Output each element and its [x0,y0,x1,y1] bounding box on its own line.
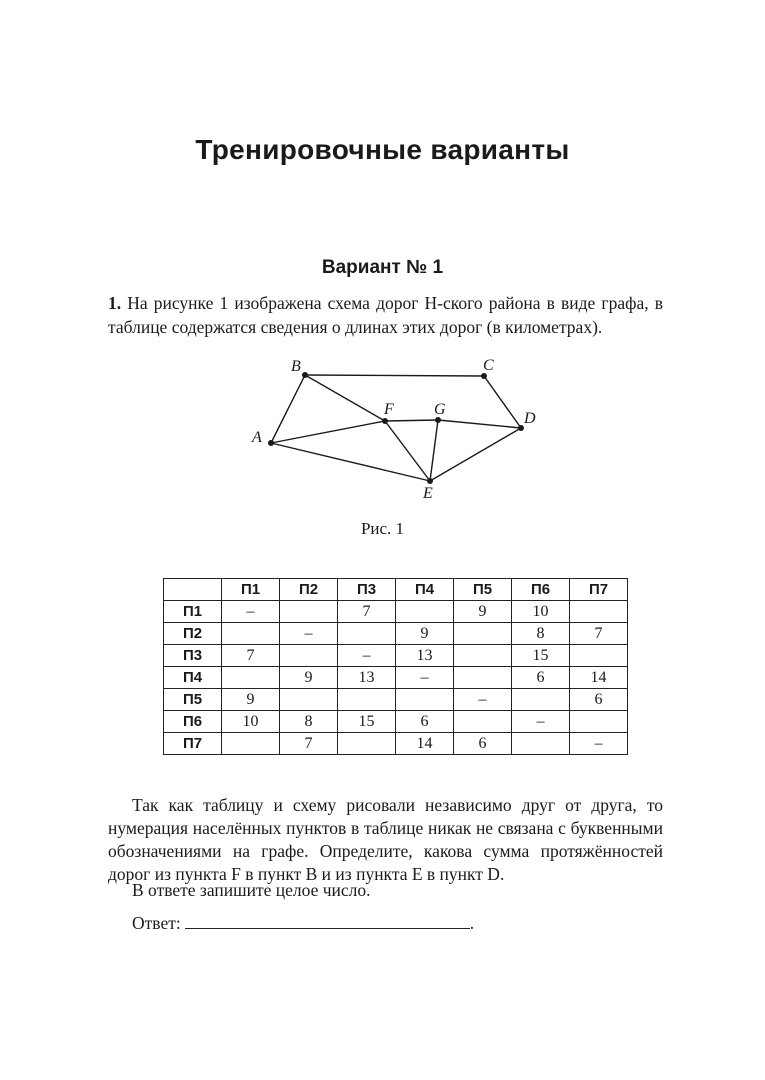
edge-b-c [305,375,484,376]
table-cell [454,667,512,689]
table-row [164,623,628,645]
task-number: 1. [108,293,122,313]
row-header: П7 [164,733,222,755]
table-cell [570,601,628,623]
table-cell: 7 [222,645,280,667]
page-title: Тренировочные варианты [195,134,570,165]
row-header: П2 [164,623,222,645]
table-cell: 7 [570,623,628,645]
table-cell: 15 [338,711,396,733]
variant-title: Вариант № 1 [321,257,444,278]
vertex-label-c: C [483,357,494,374]
row-header: П6 [164,711,222,733]
column-header: П3 [338,579,396,601]
table-cell [512,689,570,711]
table-cell [338,689,396,711]
table-cell: – [338,645,396,667]
table-cell [338,623,396,645]
answer-instruction: В ответе запишите целое число. [132,880,371,900]
table-cell: 7 [280,733,338,755]
edge-a-b [271,375,305,443]
table-row [164,689,628,711]
table-cell: 9 [280,667,338,689]
figure-caption: Рис. 1 [360,519,405,538]
vertex-label-a: A [252,429,262,446]
edge-g-e [430,420,438,481]
vertex-label-b: B [291,358,301,375]
vertex-label-f: F [384,401,394,418]
vertex-label-e: E [423,485,433,502]
table-cell: 6 [512,667,570,689]
table-cell: 7 [338,601,396,623]
vertex-f [382,418,388,424]
row-header: П3 [164,645,222,667]
row-header: П5 [164,689,222,711]
table-cell: 10 [512,601,570,623]
vertex-b [302,372,308,378]
table-cell: – [280,623,338,645]
table-cell [338,733,396,755]
table-cell: – [454,689,512,711]
table-cell: – [222,601,280,623]
road-graph [0,0,765,520]
table-cell [570,711,628,733]
vertex-e [427,478,433,484]
problem-paragraph: Так как таблицу и схему рисовали независимо друг от друга, то нумерация населённых пунктов в таблице никак не связана с буквенными обозначениями на графе. Определите, какова сумма протяжённостей дорог из пункта F в пункт B и из пункта E в пункт D. [108,795,663,884]
table-header-row [164,579,628,601]
table-corner-cell [164,579,222,601]
table-cell: 6 [454,733,512,755]
edge-e-d [430,428,521,481]
task-text: На рисунке 1 изображена схема дорог Н-ского района в виде графа, в таблице содержатся сведения о длинах этих дорог (в километрах). [108,293,664,337]
table-cell: 8 [280,711,338,733]
distance-table [163,578,628,755]
table-cell [396,601,454,623]
table-row [164,645,628,667]
table-cell: 8 [512,623,570,645]
column-header: П6 [512,579,570,601]
table-cell: 9 [396,623,454,645]
row-header: П4 [164,667,222,689]
table-cell: 14 [570,667,628,689]
table-cell: 15 [512,645,570,667]
table-cell: 6 [570,689,628,711]
table-row [164,711,628,733]
table-cell [280,645,338,667]
table-cell [222,667,280,689]
table-cell [396,689,454,711]
table-cell: – [512,711,570,733]
answer-label: Ответ: [132,913,181,933]
answer-suffix: . [469,913,475,933]
table-cell [454,623,512,645]
table-cell [280,689,338,711]
vertex-label-g: G [434,401,446,418]
answer-line [132,912,474,935]
edge-a-f [271,421,385,443]
table-cell: 9 [454,601,512,623]
edge-b-f [305,375,385,421]
edge-g-d [438,420,521,428]
table-cell [222,733,280,755]
edge-c-d [484,376,521,428]
table-row [164,667,628,689]
vertex-label-d: D [524,410,536,427]
table-cell [454,645,512,667]
vertex-a [268,440,274,446]
table-cell: 10 [222,711,280,733]
table-row [164,733,628,755]
table-cell [280,601,338,623]
row-header: П1 [164,601,222,623]
edge-f-g [385,420,438,421]
table-cell: 13 [396,645,454,667]
column-header: П2 [280,579,338,601]
column-header: П5 [454,579,512,601]
table-cell [454,711,512,733]
table-cell: 6 [396,711,454,733]
column-header: П1 [222,579,280,601]
table-row [164,601,628,623]
table-cell [570,645,628,667]
table-cell [512,733,570,755]
table-cell: 13 [338,667,396,689]
table-cell: 14 [396,733,454,755]
table-cell [222,623,280,645]
answer-blank[interactable] [185,912,470,929]
table-cell: 9 [222,689,280,711]
column-header: П7 [570,579,628,601]
column-header: П4 [396,579,454,601]
table-cell: – [570,733,628,755]
table-cell: – [396,667,454,689]
